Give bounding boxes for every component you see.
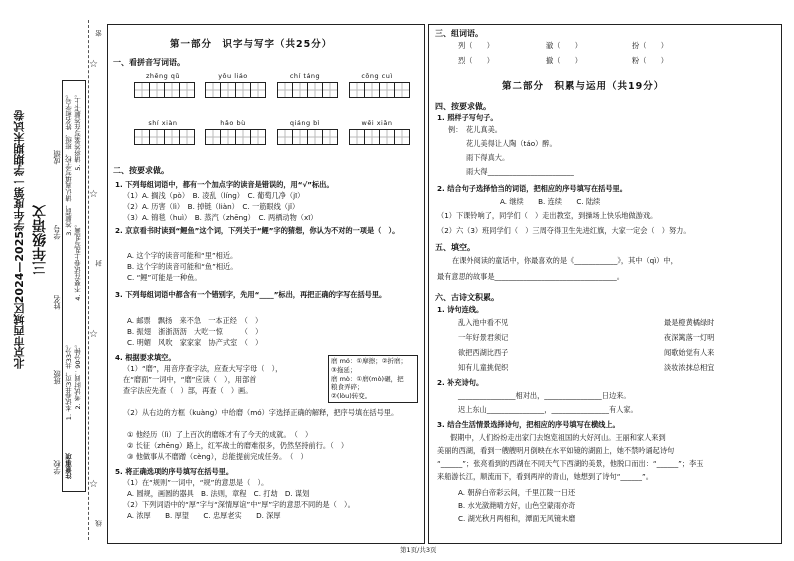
star-icon: ☆: [89, 189, 98, 200]
q2-s2: 2. 京京看书时读到“鲤鱼”这个词，下列关于“鲤”字的猜想，你认为不对的一项是（ ）。: [115, 226, 400, 235]
q4-example-line: 花儿真美。: [466, 125, 502, 134]
q2-s4-row1: （1）“磨”，用音序查字法，应查大写字母（ ），: [123, 364, 283, 373]
q4-s2-row2: （2）六（3）班同学们（ ）三周夺得卫生先进红旗，大家一定会（ ）努力。: [437, 226, 691, 235]
poem-left[interactable]: 知有儿童挑促织: [458, 363, 509, 372]
part2-title: 第二部分 积累与运用（共19分）: [502, 81, 665, 92]
definition-line: 粮食弄碎；: [331, 383, 364, 392]
definition-line: 磨 mò：①磨(mò)碾，把: [331, 374, 404, 383]
q4-example-line: 雨下得真大。: [466, 153, 510, 162]
tianzi-grid-8[interactable]: [349, 129, 410, 145]
q4-title: 四、按要求做。: [435, 102, 491, 111]
pinyin: zhēng qǔ: [145, 72, 181, 80]
tianzi-grid-5[interactable]: [134, 129, 195, 145]
notice-label: 注意事项: [65, 453, 73, 479]
q3-word: 粉（ ）: [632, 56, 668, 65]
q2-s4-row7: ③ 他做事从不磨蹭（cèng），总能提前完成任务。 （ ）: [127, 452, 308, 461]
binding-mark-2: 封: [95, 260, 103, 267]
notice-1: 1. 本试卷共3页，共33分。: [65, 341, 73, 421]
notice-5: 5. 请将答案写在答题卡上。: [74, 91, 82, 171]
q6-option: A. 朝辞白帝彩云间，千里江陵一日还: [458, 488, 576, 497]
definition-box: [328, 355, 418, 403]
q2-s4-row3: 查字法应先查（ ）部，再查（ ）画。: [123, 386, 253, 395]
notice-3: 3. 答题前，请认真填写学校、班级、姓名和学号。: [65, 91, 73, 236]
q2-s5-row1: （1）在“规则”一词中，“规”的意思是（ ）。: [123, 478, 269, 487]
left-column: [107, 24, 425, 544]
q3-word: 撤（ ）: [546, 56, 582, 65]
tianzi-grid-6[interactable]: [205, 129, 266, 145]
q4-example-line: 花儿美得让人陶（táo）醉。: [466, 139, 557, 148]
q2-s5-row4: A. 浓厚 B. 厚望 C. 忠厚老实 D. 深厚: [127, 511, 281, 520]
q6-option: C. 湖光秋月两相和，潭面无风镜未磨: [458, 514, 576, 523]
q6-s3: 3. 结合生活情景选择诗句，把相应的序号填写在横线上。: [437, 420, 620, 429]
q2-s5-row3: （2）下列词语中的“厚”字与“深情厚谊”中“厚”字的意思不同的是（ ）。: [123, 500, 355, 509]
exam-title: 北京市西城区2024—2025学年度第一学期期末试卷: [13, 110, 26, 370]
q3-word: 烈（ ）: [458, 56, 494, 65]
star-icon: ☆: [89, 59, 98, 70]
pinyin: shí xiàn: [148, 119, 178, 127]
q2-s4-row6: ② 长征（zhēng）路上，红军战士的磨难很多，仍然坚持前行。（ ）: [127, 441, 349, 450]
q2-s2-row1: A. 这个字的读音可能和“里”相近。: [127, 251, 238, 260]
q2-s4: 4. 根据要求填空。: [115, 353, 176, 362]
pinyin: yǒu liáo: [218, 72, 248, 80]
q4-s2-options: A. 继续 B. 连续 C. 陆续: [500, 197, 601, 206]
q4-answer-line[interactable]: 雨大得________________________: [466, 167, 574, 176]
q6-s3-text: 来船游长江，顺流而下，看到两岸的青山，她想到了诗句“______”。: [437, 472, 653, 481]
q2-s1-row1: （1）A. 搁浅（pò） B. 凌乱（líng） C. 葡萄几净（jī）: [123, 191, 305, 200]
q2-s1-row2: （2）A. 历害（lì） B. 掉链（liàn） C. 一筋眼线（jǐ）: [123, 202, 300, 211]
definition-line: 磨 mó：①摩擦；②折磨；: [331, 357, 408, 365]
q2-s1: 1. 下列每组词语中，都有一个加点字的读音是错误的，用“√”标出。: [115, 180, 334, 189]
q2-s3-row1: A. 邮票 飘扬 来不急 一本正经 （ ）: [127, 316, 263, 325]
q5-row1: 在课外阅读的童话中，你最喜欢的是《____________》，其中（qì）中，: [452, 256, 678, 265]
definition-line: ②(lòu)转变。: [331, 392, 372, 401]
q3-word: 列（ ）: [458, 41, 494, 50]
star-icon: ☆: [89, 479, 98, 490]
binding-mark-3: 线: [95, 520, 103, 527]
field-school: 学校: [52, 460, 61, 475]
q6-s2: 2. 补充诗句。: [437, 378, 484, 387]
poem-left[interactable]: 乱入池中看不见: [458, 318, 509, 327]
page-footer: 第1页/共3页: [400, 546, 437, 554]
pinyin: cōng cuì: [361, 72, 393, 80]
binding-line: [88, 20, 90, 540]
field-name: 姓名: [52, 295, 61, 310]
q5-title: 五、填空。: [435, 243, 475, 252]
field-class: 班级: [52, 370, 61, 385]
poem-right[interactable]: 最是橙黄橘绿时: [664, 318, 715, 327]
tianzi-grid-4[interactable]: [349, 82, 410, 98]
tianzi-grid-3[interactable]: [277, 82, 338, 98]
q6-s3-text: 假期中，人们纷纷走出家门去饱览祖国的大好河山。王丽和家人来到: [450, 433, 666, 442]
pinyin: chí táng: [289, 72, 321, 80]
q2-title: 二、按要求做。: [113, 166, 169, 175]
q3-word: 扮（ ）: [632, 41, 668, 50]
q2-s1-row3: （3）A. 锦毯（huì） B. 蒸汽（zhēng） C. 两栖动物（xī）: [123, 213, 318, 222]
q2-s5-row2: A. 圆规，画圆的器具 B. 法则，章程 C. 打劫 D. 谋划: [127, 489, 310, 498]
q2-s4-row2: 在“磨面”一词中，“磨”应读（ ），用部首: [123, 375, 257, 384]
q2-s5: 5. 将正确选项的序号填写在括号里。: [115, 467, 234, 476]
q4-example-label: 例：: [448, 125, 463, 134]
poem-left[interactable]: 欲把西湖比西子: [458, 348, 509, 357]
q3-title: 三、组词语。: [435, 29, 483, 38]
tianzi-grid-2[interactable]: [205, 82, 266, 98]
q2-s2-row3: C. “鲤”可能是一种鱼。: [127, 273, 202, 282]
q2-s3-row2: B. 振翅 浙浙沥沥 大吃一惊 （ ）: [127, 327, 263, 336]
poem-right[interactable]: 夜深篱落一灯明: [664, 333, 715, 342]
q3-word: 澈（ ）: [546, 41, 582, 50]
notice-4: 4. 不要在试卷上乱写乱画。: [74, 221, 82, 301]
poem-left[interactable]: 一年好景君须记: [458, 333, 509, 342]
pinyin: wēi xiǎn: [361, 119, 393, 127]
q5-row2: 最有意思的故事是__________________________________。: [437, 272, 624, 281]
q2-s4-row4: （2）从右边的方框（kuàng）中给磨（mó）字选择正确的解释，把序号填在括号里。: [123, 408, 399, 417]
pinyin: qiáng bì: [289, 119, 321, 127]
notice-2: 2. 考试时间：90分钟。: [74, 341, 82, 410]
q6-s1: 1. 诗句连线。: [437, 305, 484, 314]
q6-title: 六、古诗文积累。: [435, 293, 499, 302]
q2-s4-row5: ① 他经历（lì）了上百次的磨练才有了今天的成就。 （ ）: [127, 430, 313, 439]
q1-title: 一、看拼音写词语。: [113, 58, 185, 67]
field-score: 成绩: [52, 150, 61, 165]
field-number: 学号: [52, 225, 61, 240]
q2-s3: 3. 下列每组词语中都含有一个错别字，先用“____”标出，再把正确的字写在括号里。: [115, 290, 387, 299]
notice-box: [62, 80, 86, 492]
fill-line-1[interactable]: ________________相对出，________________日边来。: [458, 391, 631, 400]
q6-option: B. 水光潋滟晴方好，山色空蒙雨亦奇: [458, 501, 576, 510]
q6-s3-text: “______”；张亮看到的西湖在不同天气下西湖的美景，他脱口而出：“______”；李玉: [437, 459, 704, 468]
q2-s3-row3: C. 明媚 风吹 家家家 协产式室 （ ）: [127, 338, 263, 347]
q4-s2: 2. 结合句子选择恰当的词语，把相应的序号填写在括号里。: [437, 184, 627, 193]
fill-line-2[interactable]: 迟上东山________________，________________有人家。: [458, 405, 638, 414]
q6-s3-text: 美丽的西湖，看到一艘艘明月倒映在水平如镜的湖面上，她不禁吟诵起诗句: [437, 446, 675, 455]
part1-title: 第一部分 识字与写字（共25分）: [170, 39, 333, 50]
definition-line: ③拖延；: [331, 365, 357, 374]
q4-s2-row1: （1）下课铃响了，同学们（ ）走出教室，到操场上快乐地做游戏。: [437, 211, 658, 220]
tianzi-grid-1[interactable]: [134, 82, 195, 98]
q4-s1: 1. 照样子写句子。: [437, 113, 498, 122]
q2-s2-row2: B. 这个字的读音可能和“鱼”相近。: [127, 262, 238, 271]
exam-subject: 三年级语文: [32, 205, 48, 275]
poem-right[interactable]: 淡妆浓抹总相宜: [664, 363, 715, 372]
star-icon: ☆: [89, 329, 98, 340]
tianzi-grid-7[interactable]: [277, 129, 338, 145]
poem-right[interactable]: 闻歌始觉有人来: [664, 348, 715, 357]
binding-mark-1: 密: [95, 30, 103, 37]
pinyin: hǎo bù: [220, 119, 246, 127]
